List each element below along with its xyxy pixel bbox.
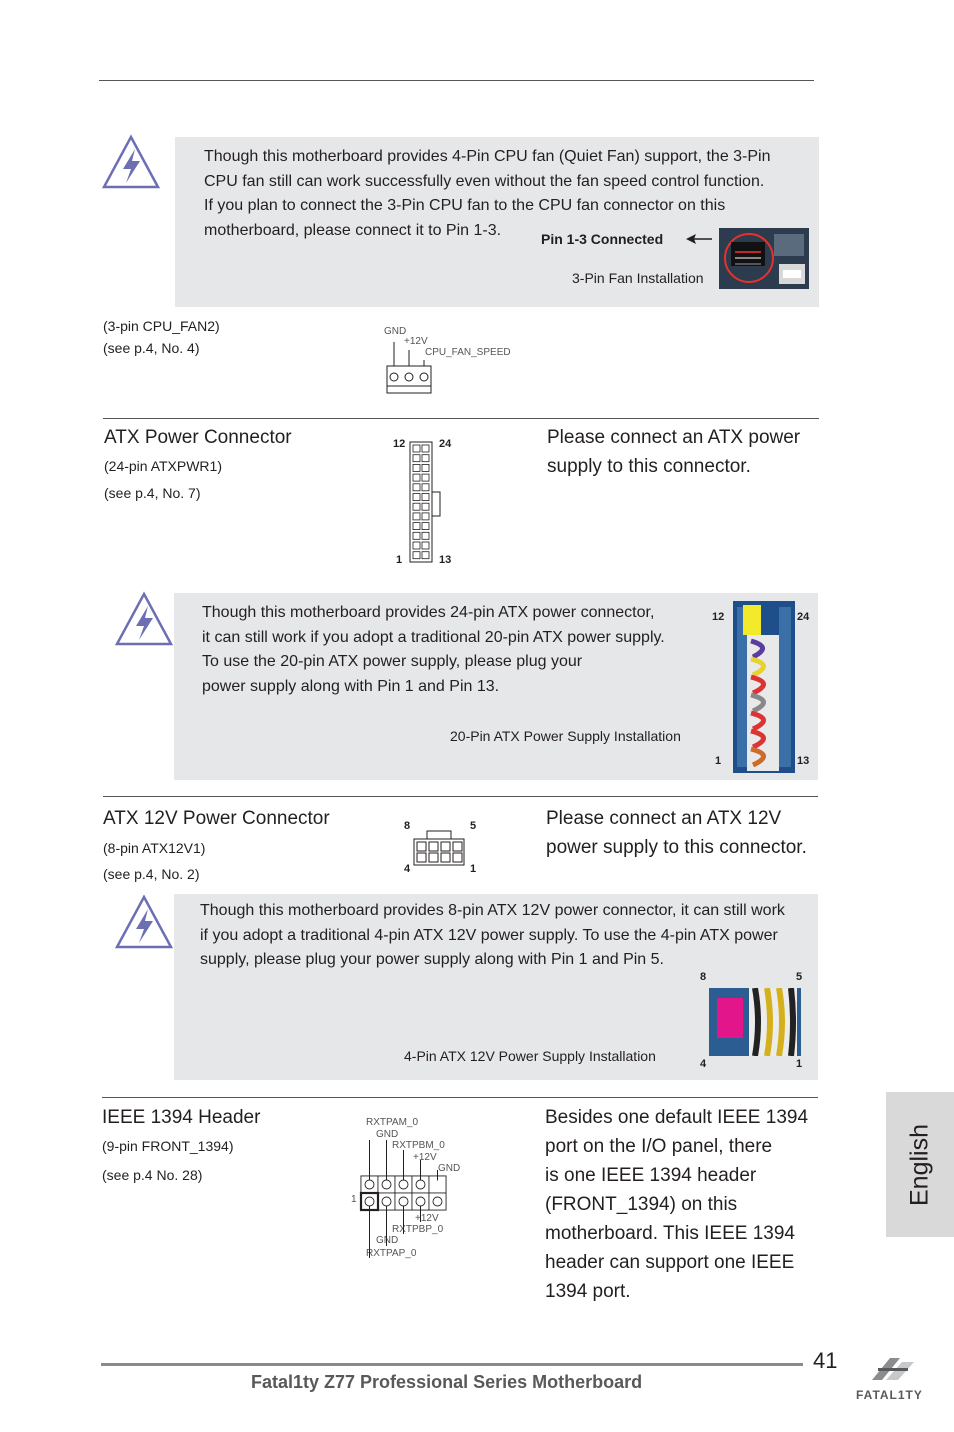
fan-12v-label: +12V (404, 336, 428, 347)
connector-part (422, 494, 429, 501)
atx12v-note-line: Though this motherboard provides 8-pin ATX 12V power connector, it can still work (200, 902, 785, 919)
ieee-desc-line: port on the I/O panel, there (545, 1136, 773, 1157)
atx-pin-24: 24 (439, 438, 452, 450)
atx-photo-pin-12: 12 (712, 611, 725, 623)
connector-part (422, 542, 429, 549)
atx-power-desc-line: Please connect an ATX power (547, 427, 801, 448)
atx-photo-pin-24: 24 (797, 611, 810, 623)
atx12v-description (546, 804, 807, 862)
ieee-rxtpbm-label: RXTPBM_0 (392, 1140, 445, 1151)
atx-note-line: Though this motherboard provides 24-pin ATX power connector, (202, 604, 655, 621)
atx12v-title: ATX 12V Power Connector (103, 808, 330, 829)
connector-part (413, 503, 420, 510)
atx12v-desc-line: power supply to this connector. (546, 837, 807, 858)
atx12v-ref: (see p.4, No. 2) (103, 866, 200, 882)
atx-note-line: To use the 20-pin ATX power supply, please plug your (202, 653, 583, 670)
fan-note-line: Though this motherboard provides 4-Pin CPU fan (Quiet Fan) support, the 3-Pin (204, 148, 771, 165)
connector-part (413, 494, 420, 501)
atx12v-pin-4: 4 (404, 863, 411, 875)
connector-part (422, 455, 429, 462)
connector-part (422, 474, 429, 481)
connector-part (422, 523, 429, 530)
connector-part (413, 532, 420, 539)
arrow-left-icon (684, 232, 714, 246)
atx12v-photo-pin-5: 5 (796, 971, 803, 983)
atx12v-photo-pin-4: 4 (700, 1058, 707, 1070)
connector-part (413, 455, 420, 462)
atx-power-description (547, 423, 800, 481)
ieee-12v-label: +12V (415, 1213, 439, 1224)
connector-part (422, 552, 429, 559)
ieee-desc-line: (FRONT_1394) on this (545, 1194, 738, 1215)
connector-part (422, 532, 429, 539)
atx-photo-pin-1: 1 (715, 755, 722, 767)
connector-part (413, 464, 420, 471)
fan-speed-label: CPU_FAN_SPEED (425, 347, 511, 358)
fan-gnd-label: GND (384, 326, 407, 337)
section-rule (102, 1097, 818, 1098)
ieee-rxtpam-label: RXTPAM_0 (366, 1117, 419, 1128)
atx-pin-13: 13 (439, 554, 452, 566)
atx12v-pin-1: 1 (470, 863, 477, 875)
cpu-fan2-spec: (3-pin CPU_FAN2) (103, 318, 220, 334)
ieee1394-description (545, 1103, 808, 1306)
ieee-desc-line: Besides one default IEEE 1394 (545, 1107, 809, 1128)
section-rule (103, 796, 818, 797)
atx-power-desc-line: supply to this connector. (547, 456, 751, 477)
footer-product-name: Fatal1ty Z77 Professional Series Motherboard (251, 1372, 643, 1392)
fan-note-line: motherboard, please connect it to Pin 1-3. (204, 221, 502, 239)
ieee-pin1-label: 1 (351, 1194, 357, 1205)
atx12v-8pin-connector-diagram (413, 830, 465, 866)
connector-part (422, 445, 429, 452)
atx12v-photo-caption: 4-Pin ATX 12V Power Supply Installation (404, 1048, 656, 1064)
atx-note-text (202, 601, 725, 699)
language-tab-label: English (905, 1123, 934, 1206)
warning-icon (114, 590, 174, 648)
cpu-fan2-connector-diagram (384, 336, 434, 396)
atx-power-title: ATX Power Connector (104, 427, 292, 448)
pin-connected-label: Pin 1-3 Connected (541, 231, 664, 247)
atx-power-ref: (see p.4, No. 7) (104, 485, 201, 501)
fan-photo-caption: 3-Pin Fan Installation (572, 270, 704, 286)
section-rule (103, 418, 819, 419)
atx12v-note-line: supply, please plug your power supply along with Pin 1 and Pin 5. (200, 951, 664, 968)
atx12v-4pin-photo (709, 988, 801, 1056)
connector-part (413, 445, 420, 452)
fan-photo (719, 228, 809, 289)
ieee-desc-line: is one IEEE 1394 header (545, 1165, 757, 1186)
atx-note-line: power supply along with Pin 1 and Pin 13. (202, 677, 500, 695)
header-part (429, 1193, 446, 1210)
atx-24pin-connector-diagram (408, 440, 442, 564)
ieee-desc-line: 1394 port. (545, 1281, 631, 1302)
connector-part (413, 552, 420, 559)
atx-note-line: it can still work if you adopt a traditional 20-pin ATX power supply. (202, 628, 665, 646)
connector-part (422, 503, 429, 510)
warning-icon (101, 133, 161, 191)
connector-part (422, 484, 429, 491)
connector-part (413, 484, 420, 491)
atx12v-photo-pin-8: 8 (700, 971, 707, 983)
atx12v-note-line: if you adopt a traditional 4-pin ATX 12V power supply. To use the 4-pin ATX power (200, 926, 778, 944)
fan-note-line: If you plan to connect the 3-Pin CPU fan to the CPU fan connector on this (204, 197, 726, 214)
ieee1394-ref: (see p.4 No. 28) (102, 1167, 203, 1183)
atx-photo-pin-13: 13 (797, 755, 810, 767)
atx-photo-caption: 20-Pin ATX Power Supply Installation (450, 728, 681, 744)
connector-part (413, 542, 420, 549)
ieee1394-spec: (9-pin FRONT_1394) (102, 1138, 234, 1154)
atx-power-spec: (24-pin ATXPWR1) (104, 458, 222, 474)
ieee-gnd-label: GND (376, 1129, 399, 1140)
connector-part (413, 474, 420, 481)
atx12v-spec: (8-pin ATX12V1) (103, 840, 206, 856)
atx-20pin-photo (733, 601, 795, 773)
fatal1ty-logo-text: FATAL1TY (856, 1388, 923, 1402)
ieee-rxtpap-label: RXTPAP_0 (366, 1248, 417, 1259)
language-tab (886, 1092, 954, 1237)
ieee-12v-label: +12V (413, 1152, 437, 1163)
ieee-desc-line: header can support one IEEE (545, 1252, 795, 1273)
atx12v-note-text (200, 899, 818, 973)
fatal1ty-logo-icon (868, 1354, 918, 1384)
connector-part (413, 513, 420, 520)
ieee-gnd-label: GND (438, 1163, 461, 1174)
page-number: 41 (813, 1348, 838, 1373)
atx12v-photo-pin-1: 1 (796, 1058, 803, 1070)
connector-part (422, 464, 429, 471)
atx12v-pin-5: 5 (470, 820, 477, 832)
footer-rule (101, 1363, 803, 1366)
warning-icon (114, 893, 174, 951)
atx12v-desc-line: Please connect an ATX 12V (546, 808, 782, 829)
connector-part (432, 492, 440, 516)
atx-pin-12: 12 (393, 438, 406, 450)
ieee-gnd-label: GND (376, 1235, 399, 1246)
ieee-desc-line: motherboard. This IEEE 1394 (545, 1223, 795, 1244)
fan-note-line: CPU fan still can work successfully even without the fan speed control function. (204, 172, 765, 190)
connector-part (422, 513, 429, 520)
ieee-rxtpbp-label: RXTPBP_0 (392, 1224, 444, 1235)
header-rule (99, 80, 814, 81)
atx-pin-1: 1 (396, 554, 403, 566)
ieee1394-title: IEEE 1394 Header (102, 1107, 261, 1128)
cpu-fan2-ref: (see p.4, No. 4) (103, 340, 200, 356)
connector-part (413, 523, 420, 530)
ieee1394-header-diagram (355, 1140, 455, 1260)
atx12v-pin-8: 8 (404, 820, 411, 832)
